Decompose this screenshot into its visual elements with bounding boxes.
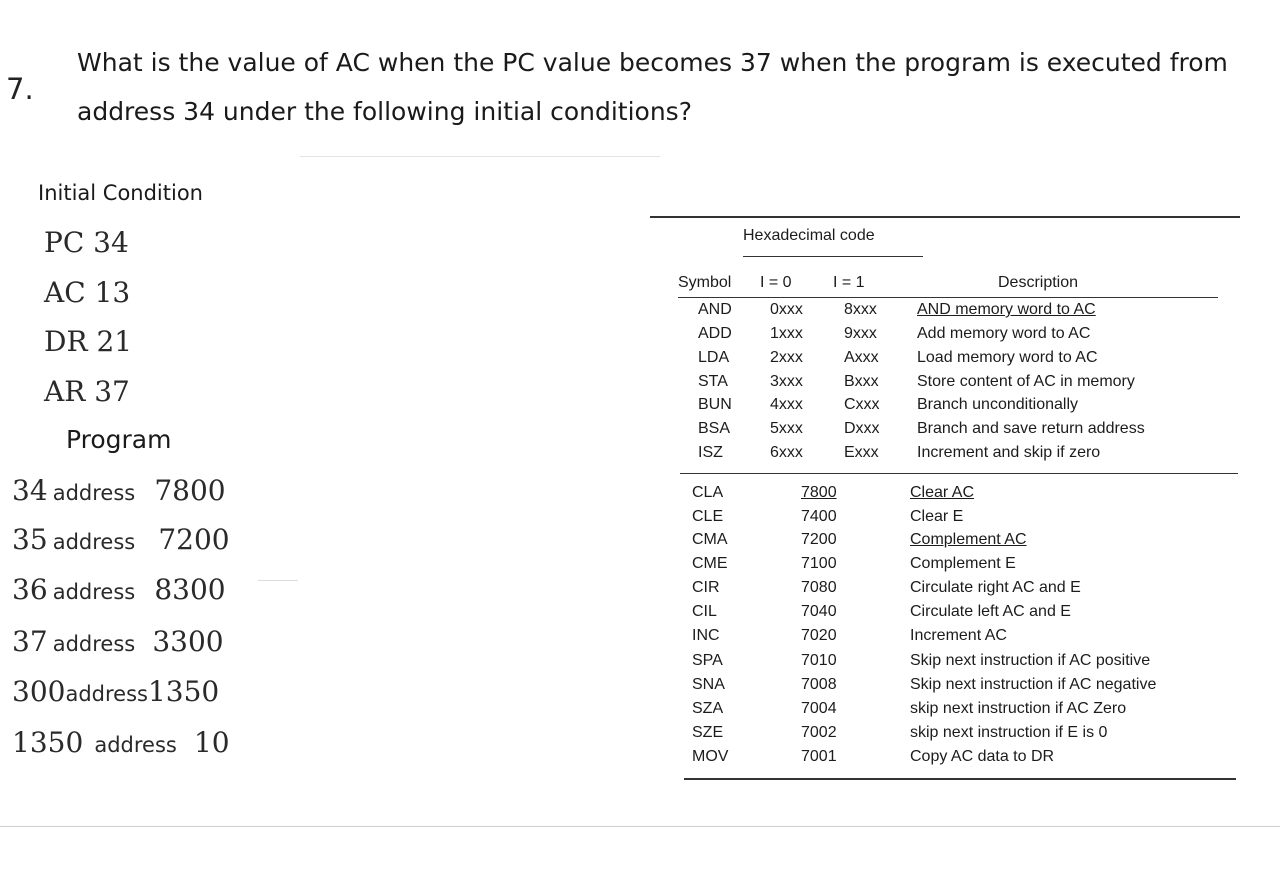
program-value: 7200	[158, 523, 230, 556]
program-row	[12, 625, 224, 658]
table-row	[650, 676, 1240, 700]
table-row	[650, 748, 1240, 772]
program-row	[12, 573, 226, 606]
program-address-word: address	[52, 580, 136, 604]
instruction-symbol: INC	[692, 627, 720, 644]
table-row	[650, 627, 1240, 651]
instruction-symbol: ADD	[698, 325, 732, 342]
table-row	[650, 508, 1240, 532]
instruction-symbol: SZA	[692, 700, 724, 717]
program-address: 1350	[12, 726, 84, 759]
register-name: AC	[44, 276, 86, 309]
instruction-description: Skip next instruction if AC negative	[910, 676, 1157, 693]
hex-code-i0: 0xxx	[770, 301, 803, 318]
program-address-word: address	[94, 733, 177, 757]
table-row	[650, 724, 1240, 748]
table-row	[650, 325, 1240, 349]
table-bottom-rule	[684, 778, 1236, 780]
question-text-line-2: address 34 under the following initial conditions?	[77, 97, 692, 126]
instruction-symbol: CME	[692, 555, 728, 572]
instruction-description: skip next instruction if E is 0	[910, 724, 1108, 741]
hex-code-i0: 4xxx	[770, 396, 803, 413]
hex-code: 7008	[801, 676, 837, 693]
hex-code: 7020	[801, 627, 837, 644]
instruction-symbol: SPA	[692, 652, 723, 669]
instruction-description: Complement E	[910, 555, 1016, 572]
hex-code-i0: 5xxx	[770, 420, 803, 437]
hex-code: 7010	[801, 652, 837, 669]
instruction-symbol: SNA	[692, 676, 725, 693]
instruction-symbol: BUN	[698, 396, 732, 413]
table-row	[650, 652, 1240, 676]
program-row	[12, 523, 230, 556]
instruction-symbol: CLA	[692, 484, 724, 501]
instruction-symbol: CLE	[692, 508, 724, 525]
hex-code: 7200	[801, 531, 837, 548]
hex-code-i1: 9xxx	[844, 325, 877, 342]
program-row	[12, 675, 219, 708]
instruction-description: Load memory word to AC	[917, 349, 1098, 366]
register-name: AR	[44, 375, 86, 408]
hex-code: 7080	[801, 579, 837, 596]
hex-code-i1: Axxx	[844, 349, 879, 366]
instruction-description: AND memory word to AC	[917, 301, 1096, 318]
table-row	[650, 700, 1240, 724]
hex-code-i1: Dxxx	[844, 420, 880, 437]
column-header-i1: I = 1	[833, 274, 865, 291]
hex-code-i1: Cxxx	[844, 396, 880, 413]
program-value: 1350	[147, 675, 220, 708]
program-row	[12, 726, 230, 759]
instruction-symbol: STA	[698, 373, 728, 390]
hex-code: 7040	[801, 603, 837, 620]
instruction-description: Complement AC	[910, 531, 1027, 548]
header-rule	[678, 297, 1218, 298]
instruction-symbol: MOV	[692, 748, 729, 765]
table-row	[650, 373, 1240, 397]
instruction-description: Branch unconditionally	[917, 396, 1078, 413]
hex-code: 7400	[801, 508, 837, 525]
instruction-description: Increment AC	[910, 627, 1007, 644]
instruction-description: Branch and save return address	[917, 420, 1145, 437]
program-address-word: address	[52, 632, 136, 656]
instruction-description: Skip next instruction if AC positive	[910, 652, 1151, 669]
program-address: 35	[12, 523, 48, 556]
register-dr	[44, 325, 132, 358]
instruction-description: Circulate left AC and E	[910, 603, 1071, 620]
hex-code: 7800	[801, 484, 837, 501]
hex-code: 7004	[801, 700, 837, 717]
instruction-description: Clear AC	[910, 484, 975, 501]
column-header-description: Description	[998, 274, 1079, 291]
column-header-i0: I = 0	[760, 274, 792, 291]
register-value: 34	[93, 226, 129, 259]
instruction-symbol: CIR	[692, 579, 720, 596]
register-value: 21	[96, 325, 133, 358]
program-value: 3300	[152, 625, 224, 658]
hex-code-i0: 2xxx	[770, 349, 803, 366]
hex-code-i0: 1xxx	[770, 325, 803, 342]
table-row	[650, 396, 1240, 420]
register-value: 37	[94, 375, 130, 408]
table-row	[650, 484, 1240, 508]
table-row	[650, 444, 1240, 468]
table-top-rule	[650, 216, 1240, 218]
question-number: 7.	[6, 72, 34, 106]
program-address: 300	[12, 675, 66, 708]
register-value: 13	[94, 276, 131, 309]
program-row	[12, 474, 226, 507]
scan-artifact-line	[300, 156, 660, 157]
hex-code: 7100	[801, 555, 837, 572]
table-row	[650, 579, 1240, 603]
instruction-symbol: LDA	[698, 349, 730, 366]
instruction-description: Store content of AC in memory	[917, 373, 1135, 390]
table-row	[650, 420, 1240, 444]
instruction-symbol: AND	[698, 301, 732, 318]
register-ar	[44, 375, 130, 408]
table-row	[650, 349, 1240, 373]
hex-code-i0: 3xxx	[770, 373, 803, 390]
hex-code-i1: Exxx	[844, 444, 879, 461]
register-name: PC	[44, 226, 85, 259]
instruction-symbol: SZE	[692, 724, 724, 741]
instruction-symbol: BSA	[698, 420, 731, 437]
instruction-description: Add memory word to AC	[917, 325, 1091, 342]
program-address: 36	[12, 573, 48, 606]
section-rule	[680, 473, 1238, 474]
program-value: 8300	[154, 573, 226, 606]
program-value: 10	[193, 726, 230, 759]
hex-code-i0: 6xxx	[770, 444, 803, 461]
register-pc	[44, 226, 129, 259]
instruction-description: Clear E	[910, 508, 964, 525]
table-row	[650, 603, 1240, 627]
register-name: DR	[44, 325, 88, 358]
page-divider	[0, 826, 1280, 827]
instruction-description: Copy AC data to DR	[910, 748, 1055, 765]
program-title: Program	[66, 425, 172, 454]
program-address: 37	[12, 625, 48, 658]
instruction-description: skip next instruction if AC Zero	[910, 700, 1127, 717]
scan-artifact-line	[258, 580, 298, 581]
instruction-symbol: CIL	[692, 603, 717, 620]
question-text-line-1: What is the value of AC when the PC value becomes 37 when the program is executed from	[77, 48, 1228, 77]
instruction-description: Increment and skip if zero	[917, 444, 1101, 461]
program-address-word: address	[52, 530, 136, 554]
program-address: 34	[12, 474, 48, 507]
instruction-symbol: ISZ	[698, 444, 723, 461]
initial-condition-title: Initial Condition	[38, 181, 203, 205]
table-row	[650, 555, 1240, 579]
program-value: 7800	[154, 474, 226, 507]
table-row	[650, 531, 1240, 555]
hex-header-rule	[743, 256, 923, 257]
register-ac	[44, 276, 130, 309]
column-header-symbol: Symbol	[678, 274, 732, 291]
program-address-word: address	[65, 682, 148, 706]
instruction-symbol: CMA	[692, 531, 728, 548]
hex-code-i1: Bxxx	[844, 373, 879, 390]
instruction-reference-table	[650, 214, 1240, 784]
hex-code-i1: 8xxx	[844, 301, 877, 318]
hex-code: 7001	[801, 748, 837, 765]
table-row	[650, 301, 1240, 325]
instruction-description: Circulate right AC and E	[910, 579, 1081, 596]
hex-code-header: Hexadecimal code	[743, 227, 875, 244]
hex-code: 7002	[801, 724, 837, 741]
program-address-word: address	[52, 481, 136, 505]
